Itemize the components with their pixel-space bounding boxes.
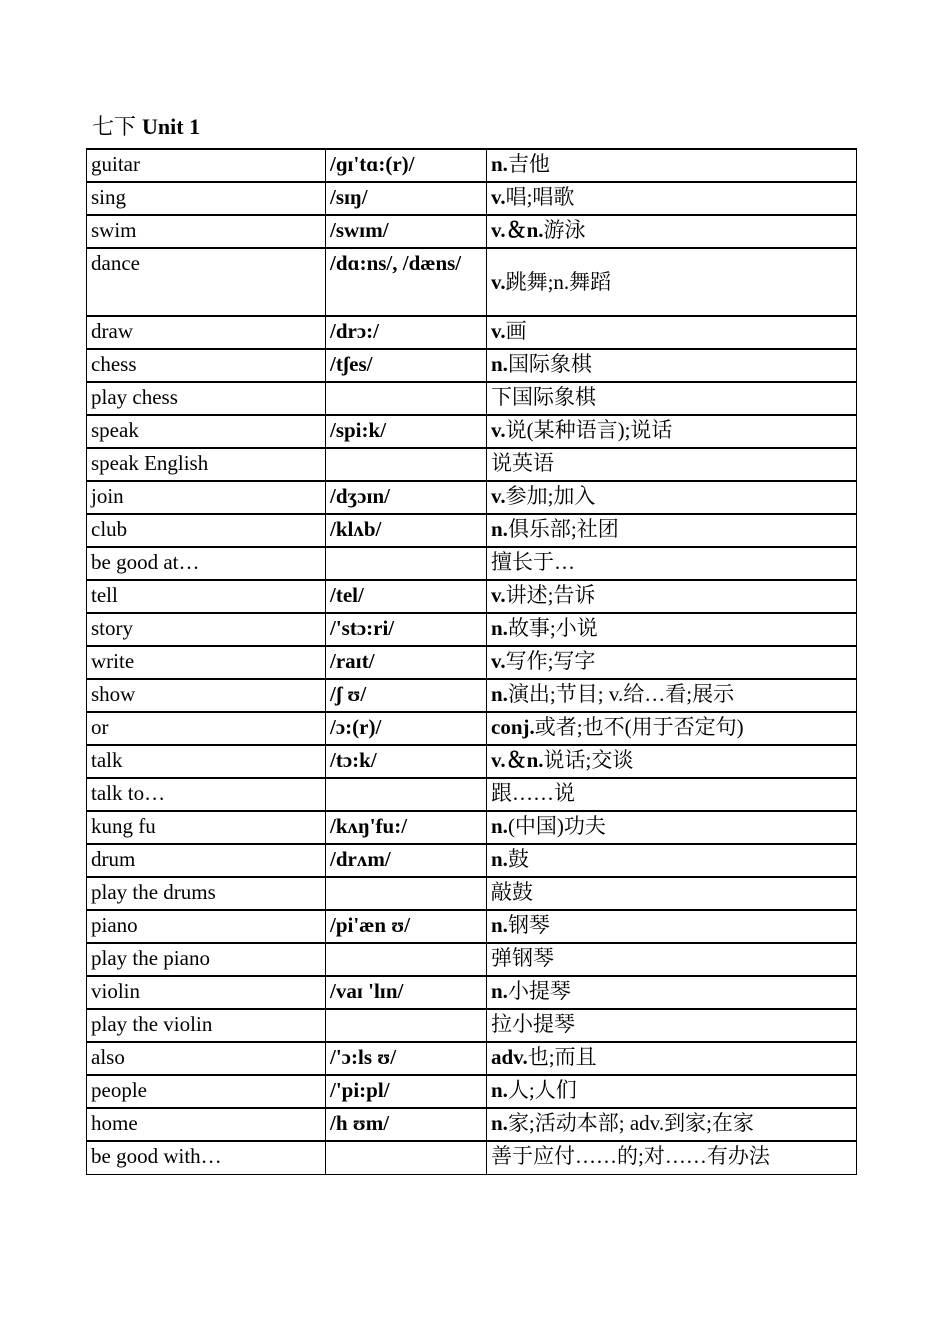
word-cell: story [87,613,326,646]
meaning-cell [487,910,857,943]
pronunciation-cell: /ɡɪ'tɑ:(r)/ [326,149,487,182]
vocab-row [87,448,857,481]
meaning-text: 或者;也不(用于否定句) [534,715,744,739]
word-cell: play chess [87,382,326,415]
meaning-cell [487,712,857,745]
meaning-text: 说话;交谈 [543,748,634,772]
meaning-cell [487,646,857,679]
part-of-speech: v. [491,185,506,209]
meaning-text: 鼓 [507,847,529,871]
word-cell: or [87,712,326,745]
meaning-cell [487,745,857,778]
meaning-cell [487,415,857,448]
meaning-cell [487,976,857,1009]
word-cell: chess [87,349,326,382]
vocab-row [87,547,857,580]
part-of-speech: n. [491,682,508,706]
pronunciation-cell: /tel/ [326,580,487,613]
pronunciation-cell [326,778,487,811]
word-cell: guitar [87,149,326,182]
word-cell: join [87,481,326,514]
meaning-text: 擅长于… [491,550,575,574]
meaning-text: 家;活动本部; adv.到家;在家 [507,1111,754,1135]
meaning-cell [487,149,857,182]
pronunciation-cell: /'pi:pl/ [326,1075,487,1108]
word-cell: swim [87,215,326,248]
part-of-speech: v. [491,649,506,673]
word-cell: also [87,1042,326,1075]
pronunciation-cell: /tɔ:k/ [326,745,487,778]
vocab-row [87,778,857,811]
meaning-text: 游泳 [543,218,586,242]
part-of-speech: v. [491,319,506,343]
pronunciation-cell: /'stɔ:ri/ [326,613,487,646]
meaning-text: 说(某种语言);说话 [505,418,673,442]
word-cell: talk [87,745,326,778]
part-of-speech: v.＆n. [491,748,544,772]
part-of-speech: n. [491,913,508,937]
vocab-row [87,613,857,646]
vocab-row [87,349,857,382]
pronunciation-cell [326,547,487,580]
pronunciation-cell: /ɔ:(r)/ [326,712,487,745]
meaning-cell [487,877,857,910]
meaning-cell [487,1042,857,1075]
meaning-cell [487,943,857,976]
part-of-speech: n. [491,616,508,640]
meaning-text: 俱乐部;社团 [507,517,619,541]
meaning-text: 善于应付……的;对……有办法 [491,1144,770,1168]
word-cell: draw [87,316,326,349]
meaning-cell [487,547,857,580]
vocab-row [87,712,857,745]
vocab-row [87,1108,857,1141]
meaning-text: 故事;小说 [507,616,598,640]
part-of-speech: conj. [491,715,535,739]
word-cell: sing [87,182,326,215]
meaning-text: 参加;加入 [505,484,596,508]
meaning-cell [487,613,857,646]
word-cell: play the violin [87,1009,326,1042]
part-of-speech: n. [491,1078,508,1102]
word-cell: dance [87,248,326,316]
vocab-row [87,976,857,1009]
pronunciation-cell: /vaɪ 'lɪn/ [326,976,487,1009]
part-of-speech: v.＆n. [491,218,544,242]
vocab-row [87,182,857,215]
pronunciation-cell: /dɑ:ns/, /dæns/ [326,248,487,316]
page-title [92,112,200,142]
vocab-row [87,248,857,316]
word-cell: speak [87,415,326,448]
vocabulary-table [86,148,857,1175]
pronunciation-cell: /swɪm/ [326,215,487,248]
meaning-cell [487,1141,857,1174]
vocab-row [87,1141,857,1174]
meaning-text: 小提琴 [507,979,571,1003]
grade-label: 七下 [92,114,137,139]
part-of-speech: n. [491,847,508,871]
pronunciation-cell: /'ɔ:ls ʊ/ [326,1042,487,1075]
pronunciation-cell: /dʒɔɪn/ [326,481,487,514]
vocab-row [87,481,857,514]
part-of-speech: v. [491,484,506,508]
vocab-row [87,382,857,415]
word-cell: piano [87,910,326,943]
meaning-cell [487,778,857,811]
vocab-row [87,215,857,248]
pronunciation-cell: /tʃes/ [326,349,487,382]
pronunciation-cell: /klʌb/ [326,514,487,547]
pronunciation-cell: /kʌŋ'fu:/ [326,811,487,844]
meaning-text: 钢琴 [507,913,550,937]
word-cell: club [87,514,326,547]
pronunciation-cell [326,382,487,415]
meaning-cell [487,215,857,248]
part-of-speech: v. [491,583,506,607]
vocab-row [87,149,857,182]
meaning-text: 敲鼓 [491,880,533,904]
word-cell: write [87,646,326,679]
vocab-row [87,877,857,910]
vocabulary-table-body [87,149,857,1174]
pronunciation-cell: /drʌm/ [326,844,487,877]
meaning-text: 画 [505,319,527,343]
pronunciation-cell: /spi:k/ [326,415,487,448]
meaning-cell [487,481,857,514]
word-cell: kung fu [87,811,326,844]
meaning-text: 唱;唱歌 [505,185,575,209]
part-of-speech: n. [491,152,508,176]
meaning-cell [487,349,857,382]
meaning-text: 人;人们 [507,1078,577,1102]
vocab-row [87,316,857,349]
pronunciation-cell [326,1009,487,1042]
vocab-row [87,1075,857,1108]
word-cell: talk to… [87,778,326,811]
meaning-text: 演出;节目; v.给…看;展示 [507,682,735,706]
word-cell: people [87,1075,326,1108]
pronunciation-cell: /pi'æn ʊ/ [326,910,487,943]
meaning-cell [487,316,857,349]
pronunciation-cell: /h ʊm/ [326,1108,487,1141]
word-cell: play the piano [87,943,326,976]
vocab-row [87,844,857,877]
meaning-text: 国际象棋 [507,352,592,376]
vocab-row [87,1009,857,1042]
meaning-cell [487,811,857,844]
pronunciation-cell: /drɔ:/ [326,316,487,349]
pronunciation-cell: /raɪt/ [326,646,487,679]
meaning-cell [487,679,857,712]
meaning-cell [487,248,857,316]
word-cell: drum [87,844,326,877]
pronunciation-cell [326,448,487,481]
word-cell: tell [87,580,326,613]
part-of-speech: n. [491,1111,508,1135]
vocab-row [87,646,857,679]
vocab-row [87,910,857,943]
meaning-cell [487,182,857,215]
meaning-cell [487,1075,857,1108]
word-cell: home [87,1108,326,1141]
meaning-text: 拉小提琴 [491,1012,575,1036]
meaning-cell [487,580,857,613]
meaning-cell [487,1009,857,1042]
part-of-speech: n. [491,517,508,541]
word-cell: be good at… [87,547,326,580]
vocab-row [87,745,857,778]
vocab-row [87,514,857,547]
word-cell: speak English [87,448,326,481]
part-of-speech: n. [491,352,508,376]
vocab-row [87,1042,857,1075]
part-of-speech: v. [491,418,506,442]
unit-label: Unit 1 [142,114,201,139]
word-cell: show [87,679,326,712]
meaning-text: 写作;写字 [505,649,596,673]
meaning-cell [487,514,857,547]
word-cell: play the drums [87,877,326,910]
pronunciation-cell: /ʃ ʊ/ [326,679,487,712]
meaning-text: 也;而且 [527,1045,597,1069]
vocab-row [87,943,857,976]
meaning-cell [487,1108,857,1141]
meaning-text: (中国)功夫 [507,814,606,838]
pronunciation-cell [326,1141,487,1174]
meaning-cell [487,382,857,415]
word-cell: violin [87,976,326,1009]
part-of-speech: v. [491,269,506,294]
vocab-row [87,679,857,712]
meaning-cell [487,448,857,481]
pronunciation-cell: /sɪŋ/ [326,182,487,215]
pronunciation-cell [326,943,487,976]
part-of-speech: n. [491,814,508,838]
vocab-row [87,415,857,448]
meaning-cell [487,844,857,877]
part-of-speech: adv. [491,1045,528,1069]
pronunciation-cell [326,877,487,910]
word-cell: be good with… [87,1141,326,1174]
meaning-text: 吉他 [507,152,550,176]
vocab-row [87,811,857,844]
meaning-text: 跳舞;n.舞蹈 [505,269,612,294]
meaning-text: 弹钢琴 [491,946,554,970]
meaning-text: 跟……说 [491,781,575,805]
meaning-text: 讲述;告诉 [505,583,596,607]
meaning-text: 下国际象棋 [491,385,596,409]
meaning-text: 说英语 [491,451,554,475]
vocab-row [87,580,857,613]
part-of-speech: n. [491,979,508,1003]
